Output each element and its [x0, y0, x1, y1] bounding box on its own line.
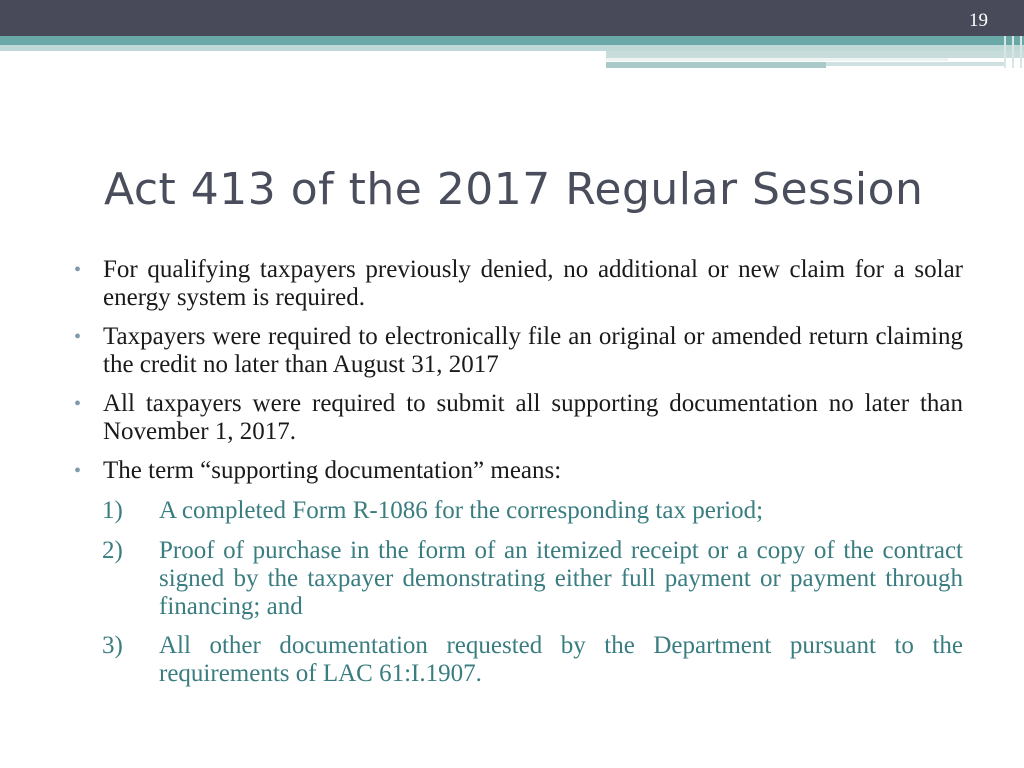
bullet-text: For qualifying taxpayers previously denied, no additional or new claim for a solar energy system is required. — [103, 256, 963, 311]
item-number: 2) — [102, 537, 123, 564]
bullet-item — [74, 390, 963, 446]
numbered-item — [102, 537, 963, 621]
item-number: 3) — [102, 632, 123, 659]
item-number: 1) — [102, 497, 123, 524]
bullet-item — [74, 256, 963, 312]
decorative-line — [1020, 36, 1022, 68]
decorative-line — [1004, 36, 1006, 68]
bullet-text: Taxpayers were required to electronically file an original or amended return claiming the credit no later than August 31, 2017 — [103, 323, 963, 378]
bullet-item — [74, 457, 963, 485]
bullet-text: The term “supporting documentation” means: — [103, 457, 562, 484]
bullet-text: All taxpayers were required to submit all supporting documentation no later than November 1, 2017. — [103, 390, 963, 445]
item-text: A completed Form R-1086 for the corresponding tax period; — [159, 497, 764, 524]
bullet-dot-icon: • — [74, 460, 82, 482]
numbered-item — [102, 632, 963, 688]
bullet-item — [74, 323, 963, 379]
bullet-dot-icon: • — [74, 393, 82, 415]
decorative-bar — [606, 62, 826, 68]
numbered-item — [102, 497, 963, 525]
decorative-bar — [606, 51, 1024, 58]
slide-title: Act 413 of the 2017 Regular Session — [104, 164, 924, 215]
item-text: All other documentation requested by the Department pursuant to the requirements of LAC 61:I.1907. — [159, 632, 963, 687]
bullet-dot-icon: • — [74, 259, 82, 281]
header-band — [0, 0, 1024, 36]
decorative-bar — [606, 58, 948, 61]
item-text: Proof of purchase in the form of an itemized receipt or a copy of the contract signed by the taxpayer demonstrating either full payment or payment through financing; and — [159, 537, 963, 620]
page-number: 19 — [969, 10, 988, 31]
header-accent-stripe — [0, 36, 1024, 45]
decorative-line — [1012, 36, 1014, 68]
decorative-bar — [826, 62, 1004, 66]
bullet-dot-icon: • — [74, 326, 82, 348]
